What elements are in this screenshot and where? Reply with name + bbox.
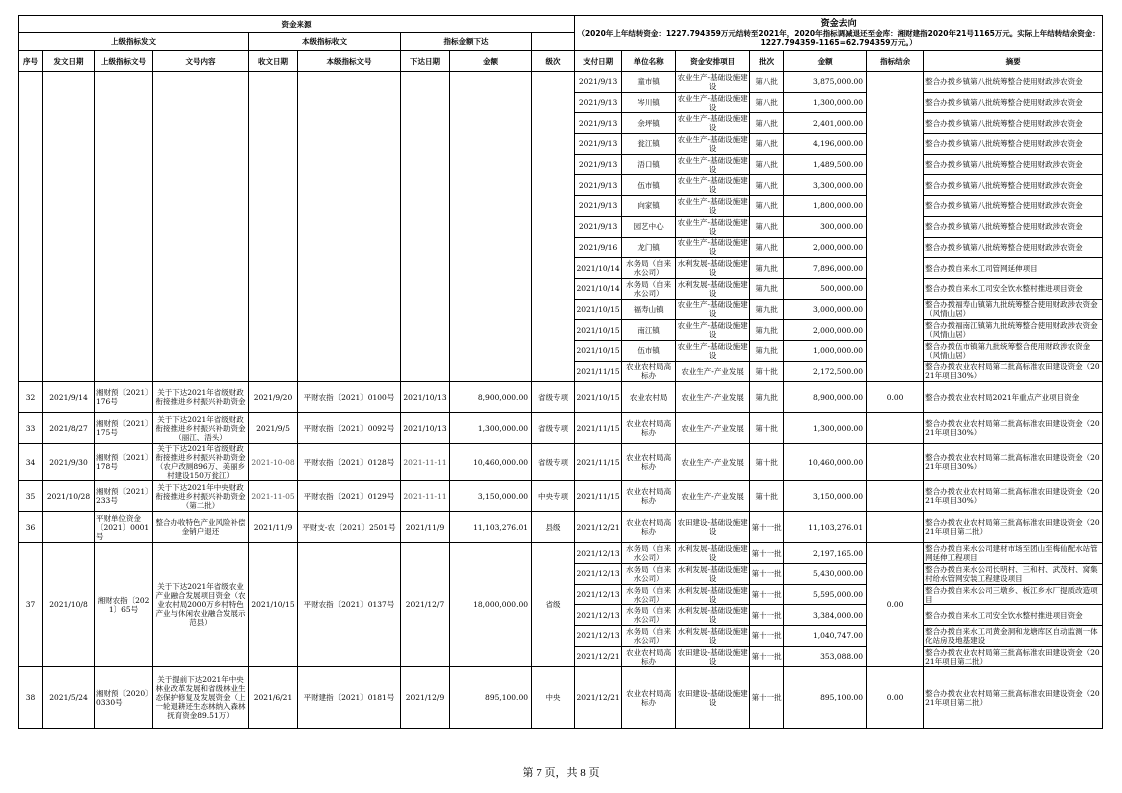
- table-cell: 整合办拨乡镇第八批统筹整合使用财政涉农资金: [924, 72, 1103, 93]
- column-header: 本级指标文号: [298, 51, 401, 72]
- table-cell: 关于提前下达2021年中央林业改革发展和省级林业生态保护修复及发展资金（上一轮退耕还生态林纳入森林抚育资金89.51万）: [153, 667, 249, 729]
- table-cell: 3,150,000.00: [450, 481, 532, 512]
- table-cell: 南江镇: [622, 320, 676, 341]
- table-cell: 第十一批: [750, 564, 784, 585]
- table-cell: 农业生产-基础设施建设: [677, 238, 748, 257]
- table-cell: 第十一批: [750, 584, 784, 605]
- column-header: 下达日期: [401, 51, 450, 72]
- table-cell: 整合办拨乡镇第八批统筹整合使用财政涉农资金: [924, 113, 1103, 134]
- table-cell: 2021/9/13: [575, 154, 622, 175]
- table-cell: 整合办拨自来水公司三墩乡、板江乡水厂提质改造项目: [924, 584, 1103, 605]
- table-cell: 水利发展-基础设施建设: [677, 564, 748, 583]
- table-row: [19, 667, 1103, 729]
- table-cell: 0.00: [867, 382, 924, 413]
- table-cell: 伍市镇: [622, 175, 676, 196]
- table-cell: 整合办拨自来水公司建材市场至团山至梅仙配水站管网延伸工程项目: [924, 543, 1103, 564]
- table-cell: 第八批: [750, 113, 784, 134]
- table-cell: 整合办拨农业农村局第三批高标准农田建设资金（2021年项目第二批）: [924, 646, 1103, 667]
- empty-source-cell: [153, 72, 249, 382]
- table-cell: 龙门镇: [622, 237, 676, 258]
- table-cell: 农业生产-基础设施建设: [677, 114, 748, 133]
- table-cell: 2021-11-05: [249, 481, 298, 512]
- table-cell: 整合办拨农业农村局第二批高标准农田建设资金（2021年项目30%）: [924, 444, 1103, 481]
- table-cell: 省级专项: [532, 444, 575, 481]
- amount-issued-header: 指标金额下达: [401, 33, 532, 51]
- table-cell: 2021/10/15: [575, 382, 622, 413]
- table-cell: 农业农村局: [622, 382, 676, 413]
- table-cell: 2021/11/15: [575, 444, 622, 481]
- empty-source-cell: [95, 72, 153, 382]
- table-cell: 整合办收特色产业风险补偿金销户退还: [153, 512, 249, 543]
- table-cell: 第八批: [750, 92, 784, 113]
- column-header: 发文日期: [43, 51, 95, 72]
- column-header: 文号内容: [153, 51, 249, 72]
- table-cell: 湘财农指〔2021〕65号: [95, 543, 153, 667]
- table-row: [19, 543, 1103, 564]
- table-cell: 农田建设-基础设施建设: [677, 647, 748, 666]
- table-cell: 水利发展-基础设施建设: [677, 544, 748, 563]
- table-cell: 整合办拨伍市镇第九批统筹整合使用财政涉农资金（风情山居）: [924, 340, 1103, 361]
- table-cell: 11,103,276.01: [450, 512, 532, 543]
- column-header: 金额: [450, 51, 532, 72]
- table-cell: 34: [19, 444, 43, 481]
- table-cell: 1,800,000.00: [784, 196, 867, 217]
- table-cell: 2021/9/20: [249, 382, 298, 413]
- table-cell: 湘财预〔2020〕0330号: [95, 667, 153, 729]
- table-cell: 2,401,000.00: [784, 113, 867, 134]
- table-cell: 第九批: [750, 320, 784, 341]
- table-cell: 平财单位资金〔2021〕0001号: [95, 512, 153, 543]
- table-cell: 整合办拨乡镇第八批统筹整合使用财政涉农资金: [924, 237, 1103, 258]
- table-cell: 平财支-农〔2021〕2501号: [298, 512, 401, 543]
- table-cell: 第八批: [750, 196, 784, 217]
- table-cell: 水务局（自来水公司）: [622, 258, 676, 279]
- table-cell: 2021/10/14: [575, 258, 622, 279]
- table-cell: 2021/10/15: [249, 543, 298, 667]
- table-cell: 农业生产-基础设施建设: [677, 196, 748, 215]
- table-cell: 福寿山镇: [622, 299, 676, 320]
- table-cell: 第十批: [750, 444, 784, 481]
- table-cell: 0.00: [867, 667, 924, 729]
- table-cell: 2021/11/15: [575, 481, 622, 512]
- table-cell: 2021/10/13: [401, 413, 450, 444]
- table-cell: 县级: [532, 512, 575, 543]
- table-cell: 农业生产-基础设施建设: [677, 341, 748, 360]
- table-cell: 农业生产-基础设施建设: [677, 321, 748, 340]
- table-cell: 农业生产-产业发展: [676, 444, 750, 481]
- column-header: 资金安排项目: [676, 51, 750, 72]
- table-cell: 10,460,000.00: [450, 444, 532, 481]
- table-cell: 水务局（自来水公司）: [622, 564, 676, 585]
- table-cell: 中央: [532, 667, 575, 729]
- table-cell: 第九批: [750, 278, 784, 299]
- funds-table: [18, 15, 1103, 729]
- table-cell: 瓮江镇: [622, 134, 676, 155]
- table-cell: 水利发展-基础设施建设: [677, 279, 748, 298]
- table-cell: 3,300,000.00: [784, 175, 867, 196]
- table-cell: 整合办拨农业农村局第三批高标准农田建设资金（2021年项目第二批）: [924, 667, 1103, 729]
- table-cell: 2021/10/15: [575, 299, 622, 320]
- table-cell: 农业农村局高标办: [622, 512, 676, 543]
- table-cell: 农业生产-产业发展: [676, 413, 750, 444]
- table-cell: 37: [19, 543, 43, 667]
- table-cell: 第八批: [750, 134, 784, 155]
- upper-doc-header: 上级指标发文: [19, 33, 249, 51]
- table-cell: 38: [19, 667, 43, 729]
- column-header: 金额: [784, 51, 867, 72]
- table-cell: 3,384,000.00: [784, 605, 867, 626]
- table-cell: 农业生产-基础设施建设: [677, 134, 748, 153]
- table-cell: 2021/12/13: [575, 543, 622, 564]
- table-cell: 2021/10/8: [43, 543, 95, 667]
- table-cell: 农业生产-基础设施建设: [677, 155, 748, 174]
- table-cell: 农业农村局高标办: [622, 413, 676, 444]
- table-cell: 第九批: [750, 340, 784, 361]
- table-cell: 第十一批: [750, 543, 784, 564]
- table-cell: 2021/9/5: [249, 413, 298, 444]
- table-cell: 8,900,000.00: [784, 382, 867, 413]
- table-cell: 整合办拨福南江镇第九批统筹整合使用财政涉农资金（风情山居）: [924, 320, 1103, 341]
- table-cell: 农业农村局高标办: [622, 481, 676, 512]
- table-cell: 关于下达2021年省级财政衔接推进乡村振兴补助资金（农户改厕896万、美丽乡村建设150万瓮江）: [153, 444, 249, 481]
- table-cell: 2021/8/27: [43, 413, 95, 444]
- table-cell: 湘财预〔2021〕233号: [95, 481, 153, 512]
- table-cell: 2021/9/13: [575, 175, 622, 196]
- table-cell: 关于下达2021年省级农业产业融合发展项目资金（农业农村局2000万乡村特色产业与休闲农业融合发展示范县）: [153, 543, 249, 667]
- table-cell: 省级: [532, 543, 575, 667]
- table-cell: 整合办拨农业农村局第二批高标准农田建设资金（2021年项目30%）: [924, 481, 1103, 512]
- table-cell: 32: [19, 382, 43, 413]
- table-cell: 2021/12/21: [575, 667, 622, 729]
- table-cell: [867, 512, 924, 543]
- table-cell: 500,000.00: [784, 278, 867, 299]
- table-cell: 0.00: [867, 543, 924, 667]
- column-header: 单位名称: [622, 51, 676, 72]
- column-header: 上级指标文号: [95, 51, 153, 72]
- table-cell: 300,000.00: [784, 216, 867, 237]
- table-cell: 1,489,500.00: [784, 154, 867, 175]
- table-cell: 水务局（自来水公司）: [622, 278, 676, 299]
- table-cell: 第九批: [750, 382, 784, 413]
- table-cell: 2021/12/21: [575, 646, 622, 667]
- table-cell: 第八批: [750, 237, 784, 258]
- table-cell: 2021/9/13: [575, 134, 622, 155]
- table-cell: 2,172,500.00: [784, 361, 867, 382]
- table-cell: 353,088.00: [784, 646, 867, 667]
- table-cell: 2021/12/13: [575, 564, 622, 585]
- table-cell: 水务局（自来水公司）: [622, 584, 676, 605]
- table-cell: 2021/12/9: [401, 667, 450, 729]
- empty-source-cell: [43, 72, 95, 382]
- table-cell: 3,150,000.00: [784, 481, 867, 512]
- empty-source-cell: [249, 72, 298, 382]
- table-cell: 7,896,000.00: [784, 258, 867, 279]
- table-cell: 水务局（自来水公司）: [622, 543, 676, 564]
- table-cell: 2021/5/24: [43, 667, 95, 729]
- table-cell: 33: [19, 413, 43, 444]
- table-cell: 2021/11/15: [575, 361, 622, 382]
- table-cell: 农业农村局高标办: [622, 444, 676, 481]
- table-cell: 2021/11/15: [575, 413, 622, 444]
- table-cell: 2,197,165.00: [784, 543, 867, 564]
- table-cell: 第八批: [750, 154, 784, 175]
- table-cell: 省级专项: [532, 382, 575, 413]
- table-cell: 关于下达2021年中央财政衔接推进乡村振兴补助资金（第二批）: [153, 481, 249, 512]
- table-cell: 整合办拨农业农村局第二批高标准农田建设资金（2021年项目30%）: [924, 361, 1103, 382]
- table-cell: 湘财预〔2021〕176号: [95, 382, 153, 413]
- table-cell: [867, 444, 924, 481]
- table-cell: 2021/9/14: [43, 382, 95, 413]
- table-row: [19, 413, 1103, 444]
- table-cell: 3,000,000.00: [784, 299, 867, 320]
- empty-source-cell: [19, 72, 43, 382]
- table-cell: 第十一批: [750, 512, 784, 543]
- table-cell: 余坪镇: [622, 113, 676, 134]
- table-cell: 农业生产-基础设施建设: [677, 217, 748, 236]
- table-cell: 2021/6/21: [249, 667, 298, 729]
- table-cell: 省级专项: [532, 413, 575, 444]
- table-cell: 平财农指〔2021〕0092号: [298, 413, 401, 444]
- table-cell: 2021/9/16: [575, 237, 622, 258]
- table-cell: 水利发展-基础设施建设: [677, 259, 748, 278]
- table-cell: 11,103,276.01: [784, 512, 867, 543]
- column-header: 支付日期: [575, 51, 622, 72]
- table-cell: 10,460,000.00: [784, 444, 867, 481]
- table-cell: 1,040,747.00: [784, 626, 867, 647]
- table-cell: 2021/12/7: [401, 543, 450, 667]
- table-cell: 第十一批: [750, 646, 784, 667]
- column-header: 指标结余: [867, 51, 924, 72]
- table-cell: 水利发展-基础设施建设: [677, 585, 748, 604]
- local-doc-header: 本级指标收文: [249, 33, 401, 51]
- table-cell: 第八批: [750, 216, 784, 237]
- table-cell: 2021/10/15: [575, 340, 622, 361]
- table-cell: 2021/10/13: [401, 382, 450, 413]
- table-cell: 岑川镇: [622, 92, 676, 113]
- table-cell: 第十批: [750, 481, 784, 512]
- table-cell: 1,300,000.00: [784, 413, 867, 444]
- table-cell: 整合办拨农业农村局第三批高标准农田建设资金（2021年项目第二批）: [924, 512, 1103, 543]
- table-cell: 整合办拨乡镇第八批统筹整合使用财政涉农资金: [924, 154, 1103, 175]
- table-cell: 2021-10-08: [249, 444, 298, 481]
- table-cell: 关于下达2021年省级财政衔接推进乡村振兴补助资金（丽江、浯头）: [153, 413, 249, 444]
- table-cell: 36: [19, 512, 43, 543]
- table-cell: 895,100.00: [450, 667, 532, 729]
- table-cell: 1,300,000.00: [450, 413, 532, 444]
- table-cell: 整合办拨自来水工司管网延伸项目: [924, 258, 1103, 279]
- table-cell: 1,300,000.00: [784, 92, 867, 113]
- table-cell: 农业生产-基础设施建设: [677, 300, 748, 319]
- table-cell: 2021/12/13: [575, 584, 622, 605]
- table-cell: 农业农村局高标办: [622, 667, 676, 729]
- table-cell: 2021/11/9: [249, 512, 298, 543]
- table-cell: 整合办拨福寿山镇第九批统筹整合使用财政涉农资金（风情山居）: [924, 299, 1103, 320]
- table-cell: 农田建设-基础设施建设: [676, 667, 750, 729]
- table-cell: 4,196,000.00: [784, 134, 867, 155]
- table-cell: 2021/11/9: [401, 512, 450, 543]
- table-cell: 2021/10/28: [43, 481, 95, 512]
- table-cell: [867, 481, 924, 512]
- table-cell: 5,595,000.00: [784, 584, 867, 605]
- column-header: 收文日期: [249, 51, 298, 72]
- table-cell: 2021/12/13: [575, 626, 622, 647]
- table-cell: 中央专项: [532, 481, 575, 512]
- table-cell: [867, 413, 924, 444]
- table-cell: 5,430,000.00: [784, 564, 867, 585]
- table-cell: 2021-11-11: [401, 444, 450, 481]
- table-cell: 2021/12/13: [575, 605, 622, 626]
- table-cell: 农业生产-产业发展: [676, 361, 750, 382]
- source-title: 资金来源: [19, 16, 575, 33]
- table-cell: 3,875,000.00: [784, 72, 867, 93]
- table-cell: 整合办拨自来水工司安全饮水整村推进项目资金: [924, 278, 1103, 299]
- table-cell: 平财农指〔2021〕0100号: [298, 382, 401, 413]
- table-cell: 2021/9/13: [575, 113, 622, 134]
- table-cell: 水利发展-基础设施建设: [677, 606, 748, 625]
- table-cell: 2,000,000.00: [784, 320, 867, 341]
- column-headers: [19, 51, 1103, 72]
- balance-cell: [867, 72, 924, 382]
- table-cell: 2021/9/30: [43, 444, 95, 481]
- table-cell: 8,900,000.00: [450, 382, 532, 413]
- table-cell: 1,000,000.00: [784, 340, 867, 361]
- table-cell: 整合办拨自来水公司长明村、三和村、武茂村、窝集村给水管网安装工程建设项目: [924, 564, 1103, 585]
- table-cell: 第八批: [750, 72, 784, 93]
- table-cell: 第十一批: [750, 605, 784, 626]
- table-cell: 农业生产-产业发展: [676, 481, 750, 512]
- table-row: [19, 481, 1103, 512]
- table-cell: 平财建指〔2021〕0181号: [298, 667, 401, 729]
- table-cell: 童市镇: [622, 72, 676, 93]
- table-cell: 湘财预〔2021〕175号: [95, 413, 153, 444]
- table-cell: 第十一批: [750, 626, 784, 647]
- table-cell: 湘财预〔2021〕178号: [95, 444, 153, 481]
- table-cell: [43, 512, 95, 543]
- table-cell: 2021/10/15: [575, 320, 622, 341]
- table-cell: 整合办拨乡镇第八批统筹整合使用财政涉农资金: [924, 196, 1103, 217]
- table-cell: 2021/9/13: [575, 196, 622, 217]
- table-cell: 第十批: [750, 413, 784, 444]
- table-cell: 平财农指〔2021〕0128号: [298, 444, 401, 481]
- table-cell: 35: [19, 481, 43, 512]
- table-cell: 农业农村局高标办: [622, 361, 676, 382]
- table-row: [19, 382, 1103, 413]
- table-cell: 整合办拨乡镇第八批统筹整合使用财政涉农资金: [924, 92, 1103, 113]
- empty-source-cell: [532, 72, 575, 382]
- table-cell: 第九批: [750, 258, 784, 279]
- dest-title: 资金去向 （2020年上年结转资金：1227.794359万元结转至2021年，2020年指标调减退还至金库：湘财建指2020年21号1165万元。实际上年结转结余资金：1227.794359-1165=62.794359万元。）: [575, 16, 1103, 51]
- table-cell: 整合办拨农业农村局2021年重点产业项目资金: [924, 382, 1103, 413]
- table-cell: 第八批: [750, 175, 784, 196]
- table-cell: 2021/9/13: [575, 216, 622, 237]
- table-row: [19, 72, 1103, 93]
- table-cell: 农业生产-基础设施建设: [677, 93, 748, 112]
- table-cell: 2021/9/13: [575, 92, 622, 113]
- table-cell: 2,000,000.00: [784, 237, 867, 258]
- table-cell: 第十批: [750, 361, 784, 382]
- table-cell: 农业生产-产业发展: [676, 382, 750, 413]
- table-cell: 整合办拨农业农村局第二批高标准农田建设资金（2021年项目30%）: [924, 413, 1103, 444]
- table-cell: 平财农指〔2021〕0129号: [298, 481, 401, 512]
- table-cell: 向家镇: [622, 196, 676, 217]
- table-cell: 895,100.00: [784, 667, 867, 729]
- table-cell: 浯口镇: [622, 154, 676, 175]
- table-cell: 2021-11-11: [401, 481, 450, 512]
- table-cell: 第十一批: [750, 667, 784, 729]
- empty-source-cell: [401, 72, 450, 382]
- page-footer: 第 7 页，共 8 页: [522, 767, 600, 779]
- table-cell: 整合办拨乡镇第八批统筹整合使用财政涉农资金: [924, 175, 1103, 196]
- table-cell: 农田建设-基础设施建设: [676, 512, 750, 543]
- table-cell: 农业生产-基础设施建设: [677, 176, 748, 195]
- table-cell: 园艺中心: [622, 216, 676, 237]
- empty-source-cell: [298, 72, 401, 382]
- column-header: 级次: [532, 51, 575, 72]
- table-cell: 伍市镇: [622, 340, 676, 361]
- table-cell: 整合办拨乡镇第八批统筹整合使用财政涉农资金: [924, 216, 1103, 237]
- table-cell: 18,000,000.00: [450, 543, 532, 667]
- table-cell: 水利发展-基础设施建设: [677, 626, 748, 645]
- table-cell: 2021/9/13: [575, 72, 622, 93]
- column-header: 序号: [19, 51, 43, 72]
- column-header: 批次: [750, 51, 784, 72]
- table-cell: 整合办拨自来水工司安全饮水整村推进项目资金: [924, 605, 1103, 626]
- table-cell: 平财农指〔2021〕0137号: [298, 543, 401, 667]
- table-row: [19, 444, 1103, 481]
- table-row: [19, 512, 1103, 543]
- table-cell: 农业农村局高标办: [622, 646, 676, 667]
- empty-source-cell: [450, 72, 532, 382]
- table-cell: 整合办拨自来水工司黄金洞和龙塘库区自动监测一体化站房及地基建设: [924, 626, 1103, 647]
- table-cell: 2021/10/14: [575, 278, 622, 299]
- table-cell: 水务局（自来水公司）: [622, 605, 676, 626]
- table-cell: 关于下达2021年省级财政衔接推进乡村振兴补助资金: [153, 382, 249, 413]
- table-cell: 水务局（自来水公司）: [622, 626, 676, 647]
- table-cell: 第九批: [750, 299, 784, 320]
- table-cell: 农业生产-基础设施建设: [677, 72, 748, 91]
- table-cell: 2021/12/21: [575, 512, 622, 543]
- column-header: 摘要: [924, 51, 1103, 72]
- table-cell: 整合办拨乡镇第八批统筹整合使用财政涉农资金: [924, 134, 1103, 155]
